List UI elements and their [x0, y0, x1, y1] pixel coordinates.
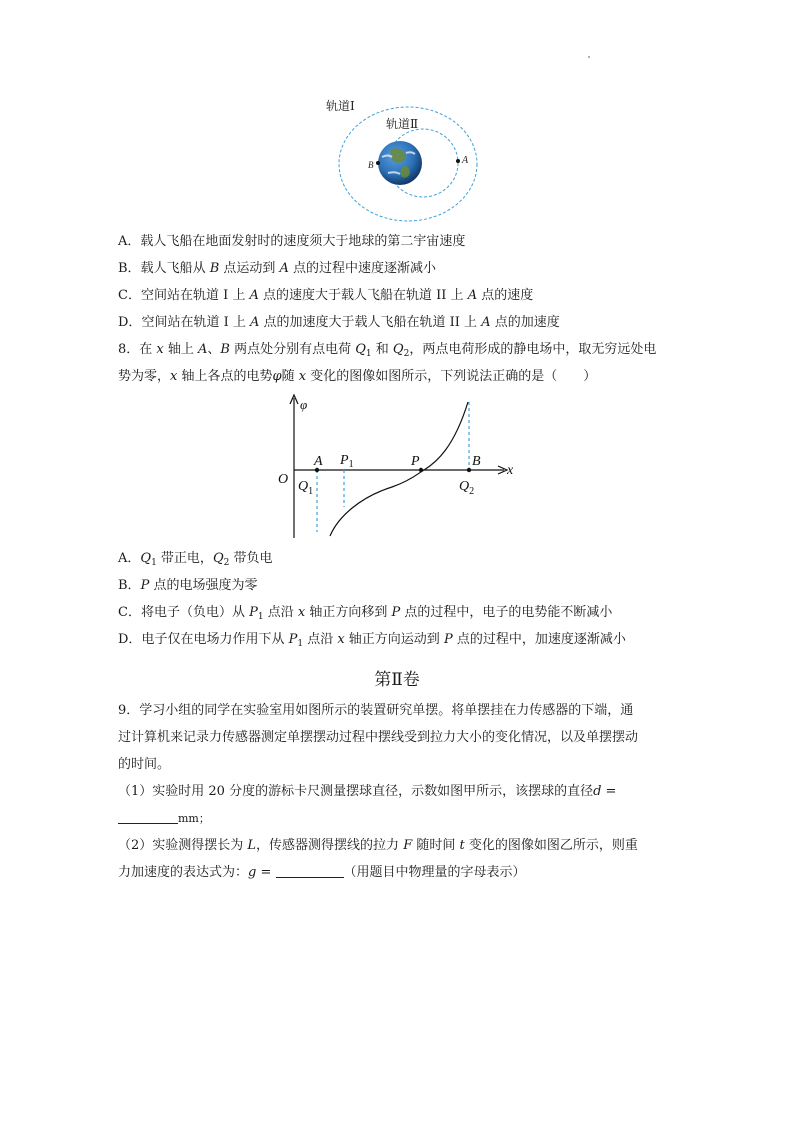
q8-option-b: B．P 点的电场强度为零	[118, 578, 258, 593]
page-dot	[588, 56, 590, 58]
q9-stem-line-3: 的时间。	[118, 757, 171, 772]
y-axis-label: φ	[300, 397, 308, 412]
q9-stem-line-1: 9．学习小组的同学在实验室用如图所示的装置研究单摆。将单摆挂在力传感器的下端，通	[118, 703, 634, 718]
potential-graph	[272, 392, 522, 542]
orbit-figure	[320, 95, 490, 225]
q8-option-c: C．将电子（负电）从 $P_1$ 点沿 x 轴正方向移到 P 点的过程中，电子的电势能不断减小	[118, 605, 613, 622]
q9-sub2-line-1: （2）实验测得摆长为 L，传感器测得摆线的拉力 F 随时间 t 变化的图像如图乙所示，则重	[118, 838, 638, 853]
x-axis-label: x	[507, 463, 514, 478]
q8-stem-line-2: 势为零，x 轴上各点的电势φ随 x 变化的图像如图所示，下列说法正确的是（ ）	[118, 369, 597, 384]
q7-option-a: A．载人飞船在地面发射时的速度须大于地球的第二宇宙速度	[118, 234, 466, 249]
b-label: B	[472, 454, 481, 469]
q9-sub1-line-1: （1）实验时用 20 分度的游标卡尺测量摆球直径，示数如图甲所示，该摆球的直径d =	[118, 784, 617, 799]
q8-option-a: A．$Q_1$ 带正电，$Q_2$ 带负电	[118, 551, 273, 568]
a-label: A	[314, 454, 323, 469]
section-title: 第Ⅱ卷	[374, 670, 420, 690]
q2-label: $Q_2$	[459, 479, 475, 497]
point-b-marker	[376, 161, 380, 165]
q1-label: $Q_1$	[298, 479, 314, 497]
q7-option-b: B．载人飞船从 B 点运动到 A 点的过程中速度逐渐减小	[118, 261, 437, 276]
point-b-dot	[467, 468, 471, 472]
q8-stem-line-1: 8．在 x 轴上 A、B 两点处分别有点电荷 $Q_1$ 和 $Q_2$，两点电荷形成的静电场中，取无穷远处电	[118, 342, 657, 359]
p1-label: $P_1$	[340, 453, 354, 470]
earth-icon	[378, 141, 422, 185]
q8-option-d: D．电子仅在电场力作用下从 $P_1$ 点沿 x 轴正方向运动到 P 点的过程中，加速度逐渐减小	[118, 632, 626, 649]
q9-sub1-line-2: mm；	[118, 810, 210, 828]
q7-option-c: C．空间站在轨道 I 上 A 点的速度大于载人飞船在轨道 II 上 A 点的速度	[118, 288, 534, 303]
origin-label: O	[278, 472, 289, 487]
point-a-label: A	[462, 155, 469, 166]
p-label: P	[411, 454, 420, 469]
q9-stem-line-2: 过计算机来记录力传感器测定单摆摆动过程中摆线受到拉力大小的变化情况，以及单摆摆动	[118, 730, 639, 745]
gravity-answer-blank[interactable]	[276, 864, 344, 878]
q9-sub2-line-2: 力加速度的表达式为：g = （用题目中物理量的字母表示）	[118, 865, 526, 880]
diameter-answer-blank[interactable]	[118, 810, 178, 824]
orbit-2-label: 轨道Ⅱ	[386, 117, 419, 131]
point-b-label: B	[368, 160, 374, 170]
orbit-1-label: 轨道Ⅰ	[326, 99, 355, 113]
q7-option-d: D．空间站在轨道 I 上 A 点的加速度大于载人飞船在轨道 II 上 A 点的加速度	[118, 315, 560, 330]
point-a-marker	[456, 159, 460, 163]
